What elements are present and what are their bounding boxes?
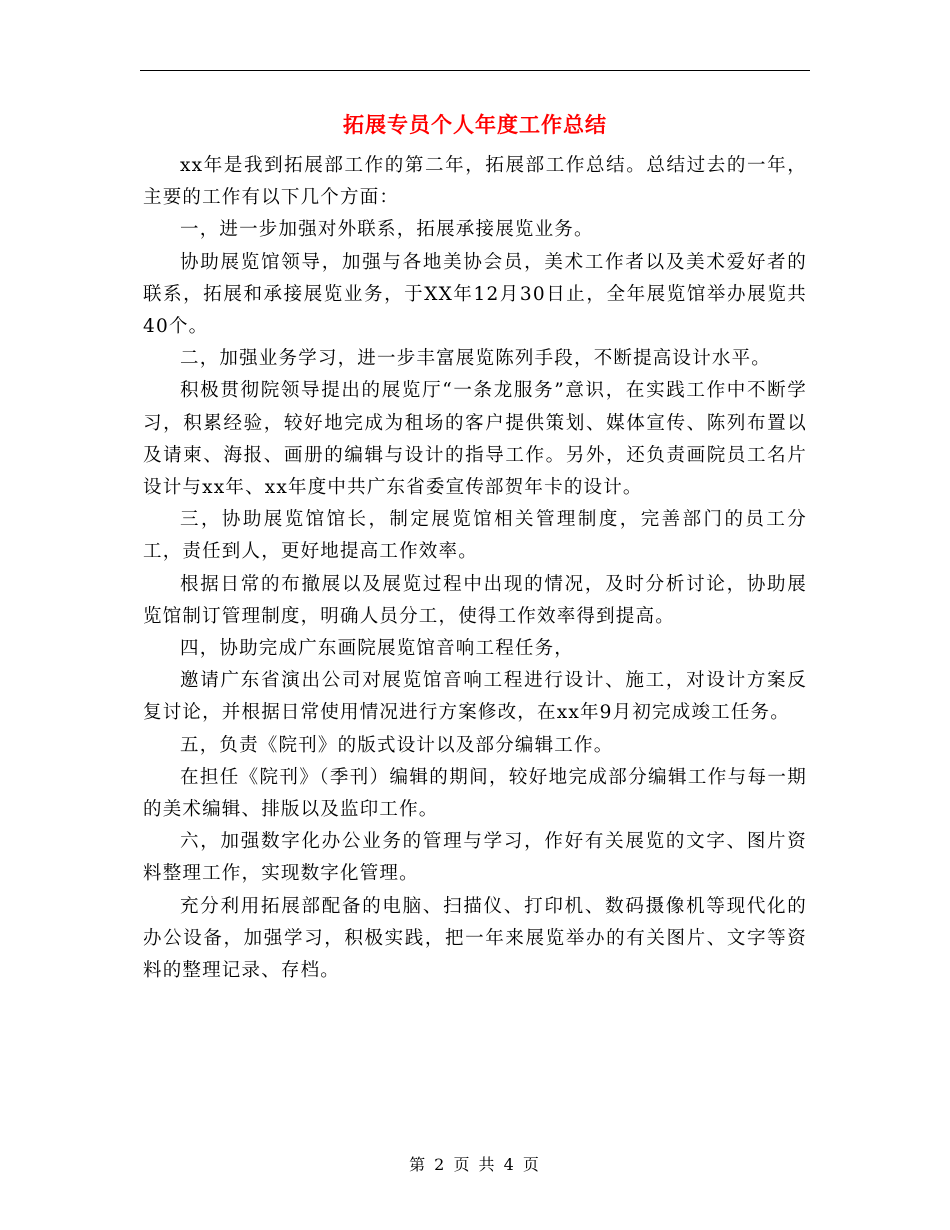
page-number-footer: 第 2 页 共 4 页 xyxy=(409,1155,541,1174)
document-title: 拓展专员个人年度工作总结 xyxy=(343,112,607,137)
paragraph-section-3: 根据日常的布撤展以及展览过程中出现的情况，及时分析讨论，协助展览馆制订管理制度，明确人员分工，使得工作效率得到提高。 xyxy=(143,573,807,627)
section-heading-5: 五，负责《院刊》的版式设计以及部分编辑工作。 xyxy=(180,734,614,756)
paragraph-section-1: 协助展览馆领导，加强与各地美协会员，美术工作者以及美术爱好者的联系，拓展和承接展览业务，于XX年12月30日止，全年展览馆举办展览共40个。 xyxy=(143,251,807,338)
section-heading-2: 二，加强业务学习，进一步丰富展览陈列手段，不断提高设计水平。 xyxy=(180,348,772,370)
paragraph-section-6: 充分利用拓展部配备的电脑、扫描仪、打印机、数码摄像机等现代化的办公设备，加强学习，积极实践，把一年来展览举办的有关图片、文字等资料的整理记录、存档。 xyxy=(143,895,807,982)
section-heading-1: 一，进一步加强对外联系，拓展承接展览业务。 xyxy=(180,219,594,241)
paragraph-section-2: 积极贯彻院领导提出的展览厅“一条龙服务”意识，在实践工作中不断学习，积累经验，较好地完成为租场的客户提供策划、媒体宣传、陈列布置以及请柬、海报、画册的编辑与设计的指导工作。另外，还负责画院员工名片设计与xx年、xx年度中共广东省委宣传部贺年卡的设计。 xyxy=(143,380,807,499)
section-heading-4: 四，协助完成广东画院展览馆音响工程任务， xyxy=(180,638,575,660)
section-heading-6: 六，加强数字化办公业务的管理与学习，作好有关展览的文字、图片资料整理工作，实现数字化管理。 xyxy=(143,831,807,885)
paragraph-section-5: 在担任《院刊》（季刊）编辑的期间，较好地完成部分编辑工作与每一期的美术编辑、排版以及监印工作。 xyxy=(143,766,807,821)
document-body xyxy=(143,150,807,987)
section-heading-3: 三，协助展览馆馆长，制定展览馆相关管理制度，完善部门的员工分工，责任到人，更好地提高工作效率。 xyxy=(143,509,807,563)
header-rule xyxy=(140,70,810,71)
paragraph-intro: xx年是我到拓展部工作的第二年，拓展部工作总结。总结过去的一年，主要的工作有以下几个方面： xyxy=(143,155,807,209)
paragraph-section-4: 邀请广东省演出公司对展览馆音响工程进行设计、施工，对设计方案反复讨论，并根据日常使用情况进行方案修改，在xx年9月初完成竣工任务。 xyxy=(143,670,807,724)
